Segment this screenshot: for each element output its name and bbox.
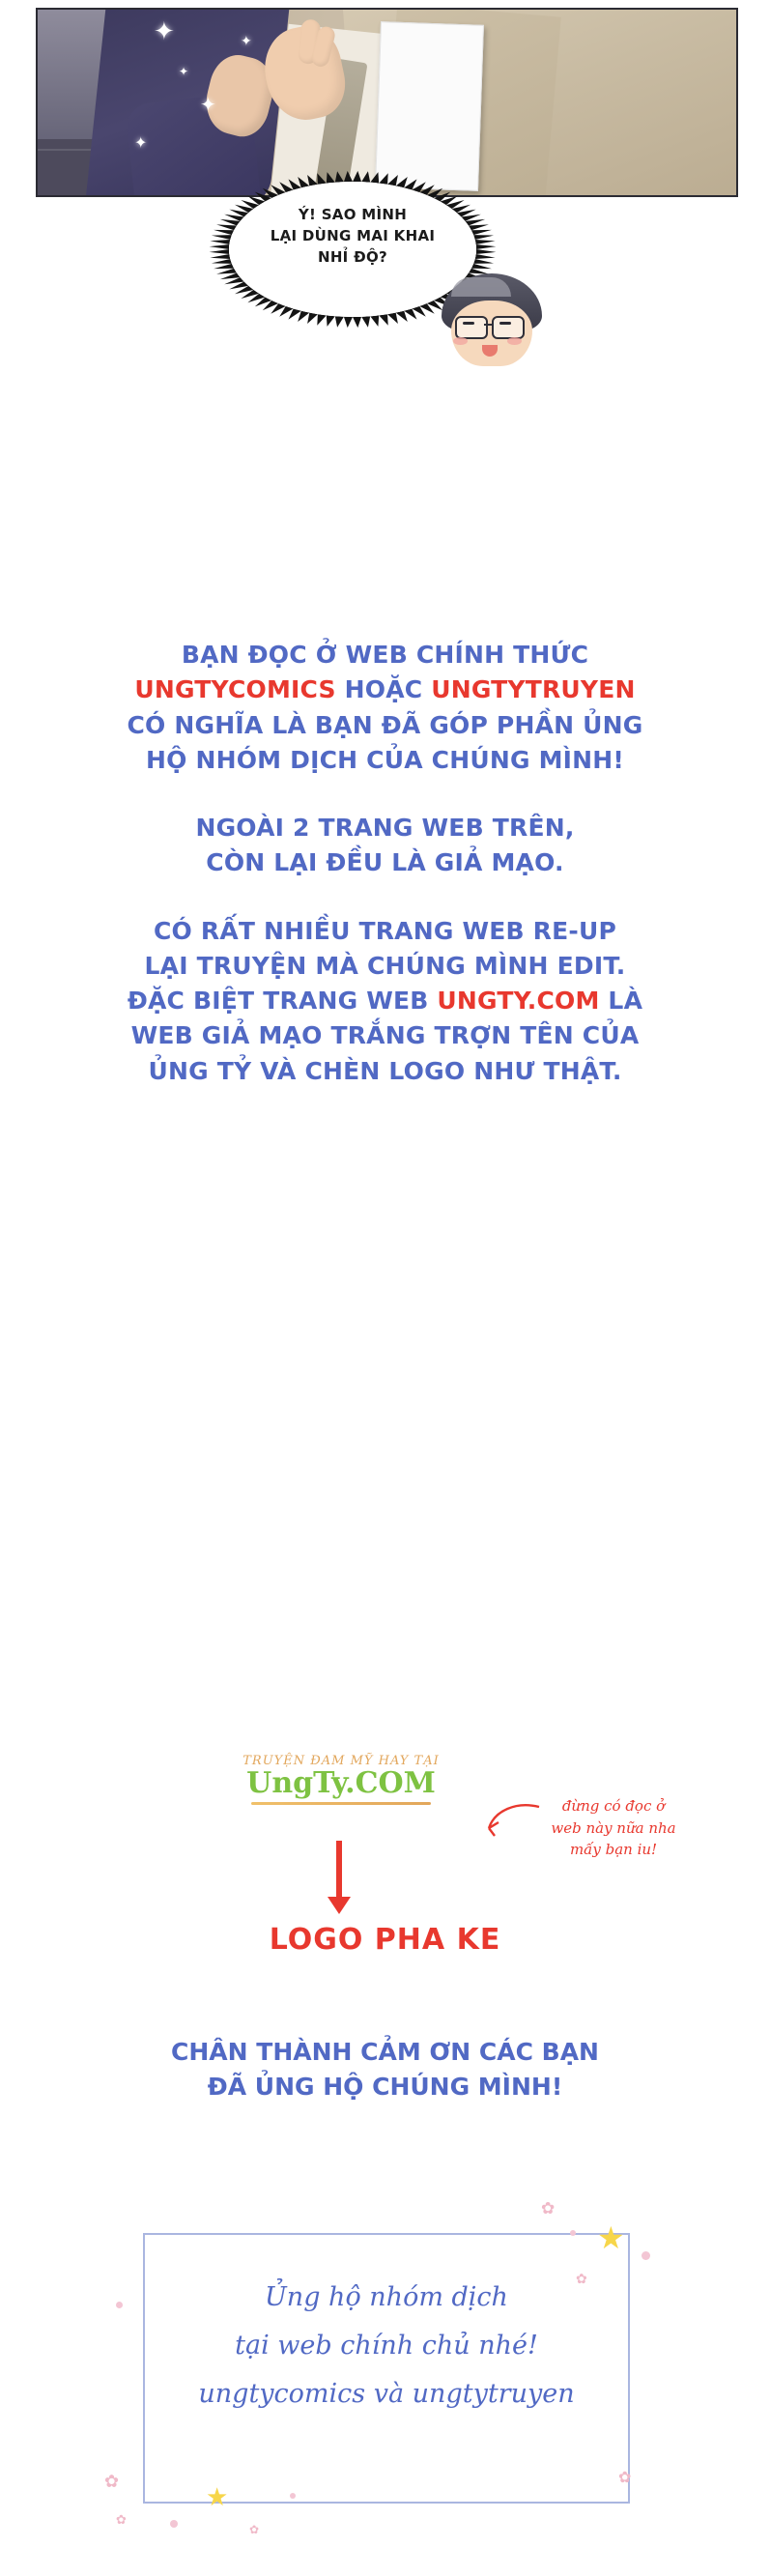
sparkle-icon: ✦ bbox=[241, 34, 252, 49]
notice-line bbox=[0, 914, 770, 949]
support-line: Ủng hộ nhóm dịch bbox=[265, 2282, 508, 2312]
sparkle-icon: ✦ bbox=[134, 133, 148, 152]
speech-bubble-text bbox=[237, 205, 469, 268]
thanks-line: ĐÃ ỦNG HỘ CHÚNG MÌNH! bbox=[207, 2073, 563, 2102]
notice-line bbox=[0, 811, 770, 845]
notice-line bbox=[0, 708, 770, 743]
down-arrow-icon bbox=[336, 1841, 342, 1899]
handwritten-warning-note bbox=[527, 1795, 700, 1861]
notice-highlight: UNGTYCOMICS bbox=[134, 675, 336, 704]
star-icon: ★ bbox=[206, 2483, 229, 2512]
notice-block bbox=[0, 914, 770, 1089]
star-outline-icon: ✿ bbox=[116, 2513, 127, 2528]
notice-line bbox=[0, 743, 770, 778]
notice-highlight: UNGTYTRUYEN bbox=[431, 675, 636, 704]
notice-span: CÓ RẤT NHIỀU TRANG WEB RE-UP bbox=[153, 916, 617, 945]
notice-line bbox=[0, 845, 770, 880]
dot-decoration bbox=[116, 2302, 123, 2308]
dot-decoration bbox=[570, 2230, 576, 2236]
notice-line bbox=[0, 638, 770, 673]
speech-line: LẠI DÙNG MAI KHAI bbox=[270, 226, 436, 244]
speech-line: NHỈ ĐỘ? bbox=[317, 247, 388, 266]
notice-span: HỘ NHÓM DỊCH CỦA CHÚNG MÌNH! bbox=[145, 745, 625, 774]
hair-highlight bbox=[451, 277, 511, 297]
character-head bbox=[440, 273, 544, 368]
notice-text bbox=[0, 638, 770, 1122]
thanks-line: CHÂN THÀNH CẢM ƠN CÁC BẠN bbox=[171, 2038, 599, 2066]
handwritten-line: đừng có đọc ở bbox=[561, 1797, 666, 1815]
star-outline-icon: ✿ bbox=[104, 2472, 120, 2492]
glasses-lens-right bbox=[492, 316, 525, 339]
star-outline-icon: ✿ bbox=[249, 2523, 260, 2536]
fake-logo-label: LOGO PHA KE bbox=[269, 1923, 501, 1957]
notice-span: BẠN ĐỌC Ở WEB CHÍNH THỨC bbox=[181, 641, 589, 669]
sparkle-icon: ✦ bbox=[179, 65, 189, 78]
notice-line bbox=[0, 949, 770, 984]
star-outline-icon: ✿ bbox=[618, 2468, 632, 2486]
notice-span: NGOÀI 2 TRANG WEB TRÊN, bbox=[195, 814, 575, 842]
notice-block bbox=[0, 811, 770, 881]
star-outline-icon: ✿ bbox=[576, 2272, 587, 2287]
handwritten-line: mấy bạn iu! bbox=[569, 1841, 658, 1858]
notice-block bbox=[0, 638, 770, 778]
dot-decoration bbox=[642, 2251, 650, 2260]
sparkle-icon: ✦ bbox=[154, 17, 175, 46]
notice-span: CÓ NGHĨA LÀ BẠN ĐÃ GÓP PHẦN ỦNG bbox=[127, 710, 643, 739]
fake-logo-underline bbox=[251, 1802, 431, 1805]
notice-span: HOẶC bbox=[335, 675, 432, 704]
dot-decoration bbox=[290, 2493, 296, 2499]
notice-span: WEB GIẢ MẠO TRẮNG TRỢN TÊN CỦA bbox=[130, 1021, 640, 1050]
dot-decoration bbox=[170, 2520, 178, 2528]
glasses-lens-left bbox=[455, 316, 488, 339]
notice-span: CÒN LẠI ĐỀU LÀ GIẢ MẠO. bbox=[206, 848, 564, 877]
eye-right bbox=[499, 322, 511, 325]
support-line: ungtycomics và ungtytruyen bbox=[198, 2378, 575, 2409]
support-card bbox=[143, 2233, 630, 2504]
support-line: tại web chính chủ nhé! bbox=[235, 2330, 538, 2361]
notice-span: LẠI TRUYỆN MÀ CHÚNG MÌNH EDIT. bbox=[144, 951, 626, 980]
blush-right bbox=[507, 337, 522, 345]
fake-logo bbox=[230, 1754, 452, 1805]
notice-highlight: UNGTY.COM bbox=[437, 987, 600, 1015]
star-outline-icon: ✿ bbox=[541, 2199, 556, 2218]
eye-left bbox=[463, 322, 474, 325]
notice-span: ỦNG TỶ VÀ CHÈN LOGO NHƯ THẬT. bbox=[148, 1056, 622, 1085]
notice-span: LÀ bbox=[599, 987, 643, 1015]
support-card-text bbox=[145, 2274, 628, 2419]
handwritten-line: web này nữa nha bbox=[551, 1818, 676, 1837]
notice-span: ĐẶC BIỆT TRANG WEB bbox=[127, 987, 438, 1015]
notice-line bbox=[0, 1018, 770, 1053]
thanks-text bbox=[0, 2035, 770, 2105]
speech-line: Ý! SAO MÌNH bbox=[298, 206, 408, 223]
notice-line bbox=[0, 984, 770, 1018]
notice-line bbox=[0, 673, 770, 707]
sparkle-icon: ✦ bbox=[200, 93, 216, 116]
fake-logo-tagline: TRUYỆN ĐAM MỸ HAY TẠI bbox=[242, 1754, 440, 1768]
notice-line bbox=[0, 1054, 770, 1089]
blush-left bbox=[453, 337, 468, 345]
star-icon: ★ bbox=[597, 2219, 625, 2256]
fake-logo-name: UngTy.COM bbox=[246, 1766, 436, 1800]
glasses-bridge bbox=[484, 324, 492, 326]
